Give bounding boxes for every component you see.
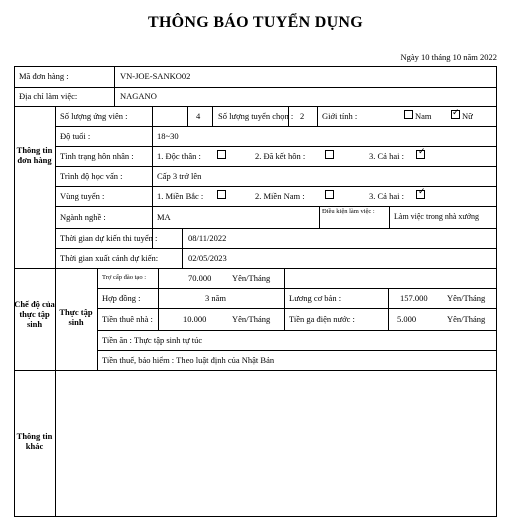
base-salary-unit: Yên/Tháng (447, 293, 486, 303)
order-number-value: VN-JOE-SANKO02 (120, 71, 191, 81)
education-value: Cấp 3 trở lên (157, 171, 202, 181)
utility-unit: Yên/Tháng (447, 314, 486, 324)
order-number-label: Mã đơn hàng : (19, 71, 69, 81)
marital-both-label: 3. Cả hai : (369, 151, 404, 161)
order-info-section-label: Thông tin đơn hàng (16, 145, 53, 165)
region-both-label: 3. Cả hai : (369, 191, 404, 201)
work-address-value: NAGANO (120, 91, 157, 101)
job-label: Ngành nghề : (60, 212, 106, 222)
marital-status-label: Tình trạng hôn nhân : (60, 151, 134, 161)
marital-married-checkbox[interactable] (325, 150, 334, 159)
job-value: MA (157, 212, 171, 222)
applicants-value: 4 (196, 111, 201, 121)
region-north-label: 1. Miền Bắc : (157, 191, 204, 201)
gender-label: Giới tính : (322, 111, 358, 121)
selected-count-label: Số lượng tuyển chọn : (218, 111, 294, 121)
checkmark-icon: ✓ (452, 108, 460, 118)
other-info-section-label: Thông tin khác (16, 431, 53, 451)
marital-single-checkbox[interactable] (217, 150, 226, 159)
page-title: THÔNG BÁO TUYỂN DỤNG (147, 14, 364, 31)
benefits-section-label: Chế độ của thực tập sinh (14, 299, 55, 329)
selected-count-value: 2 (300, 111, 305, 121)
work-condition-value: Làm việc trong nhà xưởng (394, 212, 479, 221)
checkmark-icon: ✓ (418, 187, 426, 197)
exam-date-value: 08/11/2022 (188, 233, 227, 243)
utility-value: 5.000 (397, 314, 417, 324)
base-salary-value: 157.000 (400, 293, 428, 303)
other-info-content (56, 371, 496, 516)
departure-date-label: Thời gian xuất cảnh dự kiến: (60, 253, 159, 263)
trainee-sub-label: Thực tập sinh (59, 307, 93, 327)
rent-unit: Yên/Tháng (232, 314, 271, 324)
age-value: 18~30 (157, 131, 179, 141)
exam-date-label: Thời gian dự kiến thi tuyển : (60, 233, 158, 243)
contract-value: 3 năm (205, 293, 227, 303)
rent-label: Tiền thuê nhà : (102, 314, 153, 324)
gender-male-label: Nam (415, 111, 432, 121)
region-label: Vùng tuyển : (60, 191, 105, 201)
training-allowance-value: 70.000 (188, 273, 212, 283)
gender-female-label: Nữ (462, 111, 473, 121)
education-label: Trình độ học vấn : (60, 171, 123, 181)
document-date: Ngày 10 tháng 10 năm 2022 (400, 52, 497, 62)
contract-label: Hợp đồng : (102, 293, 141, 303)
region-south-label: 2. Miền Nam : (255, 191, 305, 201)
training-allowance-label: Trợ cấp đào tạo : (102, 274, 146, 281)
tax-insurance-text: Tiền thuế, bảo hiểm : Theo luật định của Nhật Bản (102, 355, 275, 365)
rent-value: 10.000 (183, 314, 207, 324)
marital-single-label: 1. Độc thân : (157, 151, 201, 161)
work-address-label: Địa chỉ làm việc: (19, 91, 78, 101)
meal-cost-text: Tiền ăn : Thực tập sinh tự túc (102, 335, 203, 345)
region-north-checkbox[interactable] (217, 190, 226, 199)
region-south-checkbox[interactable] (325, 190, 334, 199)
checkmark-icon: ✓ (418, 147, 426, 157)
utility-label: Tiền ga điện nước : (289, 314, 355, 324)
work-condition-label: Điều kiện làm việc : (322, 208, 375, 215)
age-label: Độ tuổi : (60, 131, 91, 141)
training-allowance-unit: Yên/Tháng (232, 273, 271, 283)
applicants-label: Số lượng ứng viên : (60, 111, 128, 121)
gender-male-checkbox[interactable] (404, 110, 413, 119)
base-salary-label: Lương cơ bản : (289, 293, 342, 303)
departure-date-value: 02/05/2023 (188, 253, 227, 263)
marital-married-label: 2. Đã kết hôn : (255, 151, 306, 161)
